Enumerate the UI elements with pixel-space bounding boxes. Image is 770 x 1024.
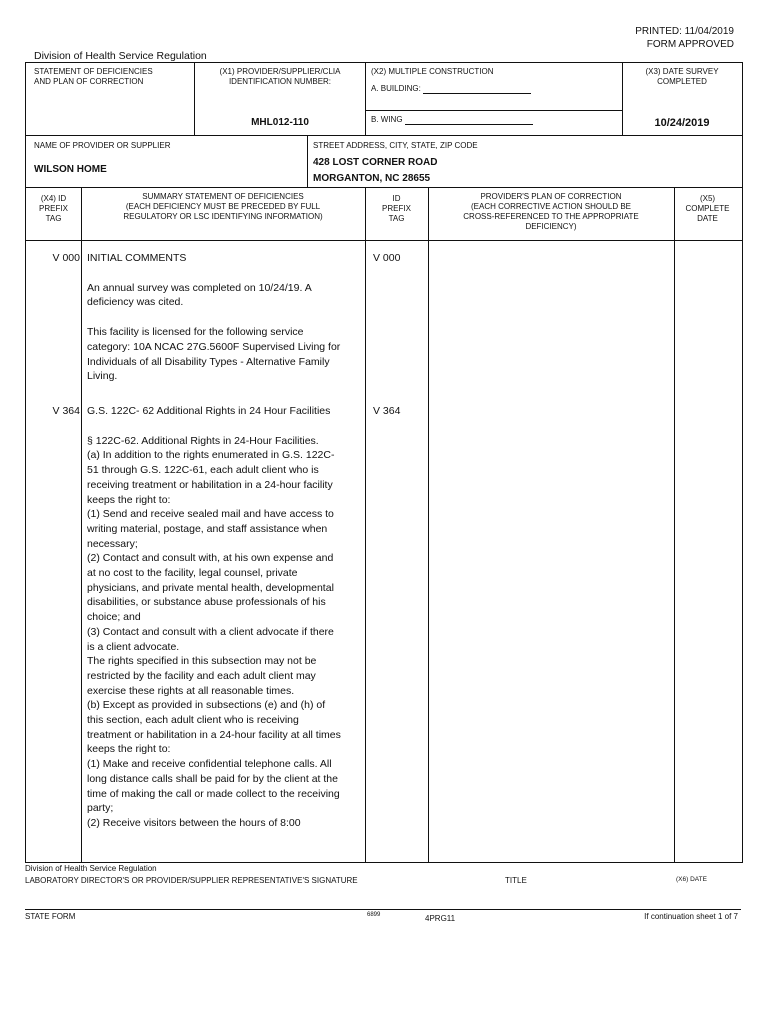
building-field bbox=[371, 84, 531, 94]
x2-label: (X2) MULTIPLE CONSTRUCTION bbox=[371, 67, 494, 76]
x6-date-label: (X6) DATE bbox=[676, 876, 707, 883]
col-divider-3 bbox=[428, 187, 429, 862]
wing-field bbox=[371, 115, 533, 125]
printed-date: PRINTED: 11/04/2019 bbox=[635, 26, 734, 37]
entry-paragraph: An annual survey was completed on 10/24/19. A deficiency was cited. bbox=[87, 281, 312, 309]
wing-blank bbox=[405, 115, 533, 125]
provider-divider bbox=[307, 135, 308, 187]
col-divider-2 bbox=[365, 187, 366, 862]
entry-paragraph: § 122C-62. Additional Rights in 24-Hour Facilities. (a) In addition to the rights enumerated in G.S. 122C-51 through G.S. 122C-61, each adult client who is receiving treatment or habilitation in a 24-hour facility keeps the right to: (1) Send and receive sealed mail and have access to writing material, postage, and staff assistance when necessary; (2) Contact and consult with, at his own expense and at no cost to the facility, legal counsel, private physicians, and private mental health, developmental disabilities, or substance abuse professionals of his choice; and (3) Contact and consult with a client advocate if there is a client advocate. The rights specified in this subsection may not be restricted by the facility and each adult client may exercise these rights at all reasonable times. (b) Except as provided in subsections (e) and (h) of this section, each adult client who is receiving treatment or habilitation in a 24-hour facility at all times keeps the right to: (1) Make and receive confidential telephone calls. All long distance calls shall be paid for by the client at the time of making the call or made collect to the receiving party; (2) Receive visitors between the hours of 8:00 bbox=[87, 434, 341, 829]
entry-tag: V 364 bbox=[52, 405, 80, 417]
col-divider-1 bbox=[81, 187, 82, 862]
footer-agency: Division of Health Service Regulation bbox=[25, 864, 157, 873]
title-label: TITLE bbox=[505, 876, 527, 885]
entry-id-tag: V 364 bbox=[373, 405, 401, 417]
form-approved: FORM APPROVED bbox=[646, 39, 734, 50]
entry-title: G.S. 122C- 62 Additional Rights in 24 Hour Facilities bbox=[87, 405, 331, 417]
rule-under-box1 bbox=[25, 135, 743, 136]
address-line-2: MORGANTON, NC 28655 bbox=[313, 173, 431, 184]
signature-label: LABORATORY DIRECTOR'S OR PROVIDER/SUPPLIER REPRESENTATIVE'S SIGNATURE bbox=[25, 876, 358, 885]
address-label: STREET ADDRESS, CITY, STATE, ZIP CODE bbox=[313, 141, 478, 150]
x1-value: MHL012-110 bbox=[251, 117, 309, 128]
building-label: A. BUILDING: bbox=[371, 84, 421, 93]
x1-label: (X1) PROVIDER/SUPPLIER/CLIA IDENTIFICATION NUMBER: bbox=[219, 67, 341, 86]
col-header-summary: SUMMARY STATEMENT OF DEFICIENCIES (EACH DEFICIENCY MUST BE PRECEDED BY FULL REGULATORY OR LSC IDENTIFYING INFORMATION) bbox=[123, 192, 323, 221]
entry-id-tag: V 000 bbox=[373, 252, 401, 264]
statement-label: STATEMENT OF DEFICIENCIES AND PLAN OF CORRECTION bbox=[34, 67, 153, 86]
entry-title: INITIAL COMMENTS bbox=[87, 252, 187, 264]
col-divider-4 bbox=[674, 187, 675, 862]
entry-tag: V 000 bbox=[52, 252, 80, 264]
event-id: 4PRG11 bbox=[425, 914, 456, 923]
form-number: 6899 bbox=[367, 912, 381, 918]
col-header-x5: (X5) COMPLETE DATE bbox=[685, 194, 730, 223]
x3-label: (X3) DATE SURVEY COMPLETED bbox=[645, 67, 719, 86]
col-header-x4: (X4) ID PREFIX TAG bbox=[39, 194, 68, 223]
box1-building-rule bbox=[365, 110, 622, 111]
print-header bbox=[635, 25, 734, 51]
rule-under-provider bbox=[25, 187, 743, 188]
provider-name-label: NAME OF PROVIDER OR SUPPLIER bbox=[34, 141, 171, 150]
building-blank bbox=[423, 84, 531, 94]
address-line-1: 428 LOST CORNER ROAD bbox=[313, 157, 438, 168]
agency-title: Division of Health Service Regulation bbox=[34, 50, 207, 62]
entry-paragraph: This facility is licensed for the following service category: 10A NCAC 27G.5600F Supervised Living for Individuals of all Disability Types - Alternative Family Living. bbox=[87, 326, 341, 383]
col-header-id: ID PREFIX TAG bbox=[382, 194, 411, 223]
col-header-plan: PROVIDER'S PLAN OF CORRECTION (EACH CORRECTIVE ACTION SHOULD BE CROSS-REFERENCED TO THE APPROPRIATE DEFICIENCY) bbox=[463, 192, 639, 231]
entry-body bbox=[87, 251, 343, 384]
footer-rule bbox=[25, 909, 741, 910]
state-form-label: STATE FORM bbox=[25, 912, 76, 921]
provider-name-value: WILSON HOME bbox=[34, 164, 107, 175]
x3-value: 10/24/2019 bbox=[654, 117, 710, 129]
continuation-sheet: If continuation sheet 1 of 7 bbox=[644, 912, 738, 921]
rule-under-columns bbox=[25, 240, 743, 241]
wing-label: B. WING bbox=[371, 115, 403, 124]
entry-body bbox=[87, 404, 343, 888]
